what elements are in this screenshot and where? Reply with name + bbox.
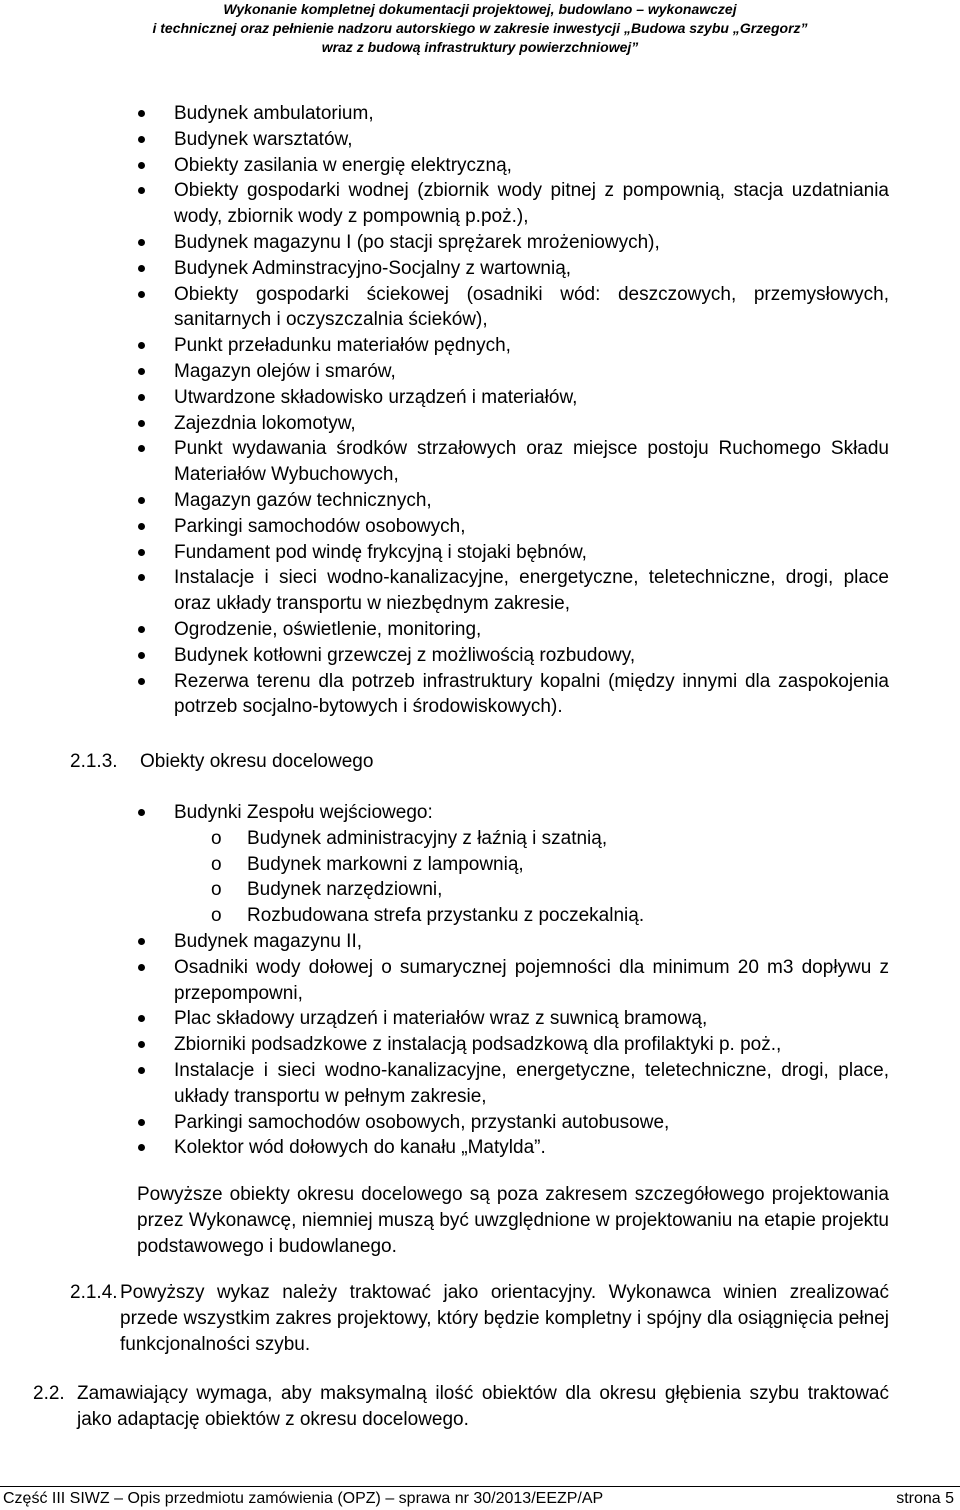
list-item-text: Zbiorniki podsadzkowe z instalacją podsadzkową dla profilaktyki p. poż.,: [174, 1034, 782, 1056]
list-item-text: Budynki Zespołu wejściowego:: [174, 802, 433, 823]
list-item: [137, 101, 889, 127]
circle-bullet-icon: o: [211, 853, 222, 875]
target-objects-bullet-list: [137, 800, 889, 1161]
list-item-text: Budynek Adminstracyjno-Socjalny z wartownią,: [174, 257, 572, 279]
section-number: 2.2.: [33, 1383, 65, 1404]
list-item: [137, 643, 889, 669]
page-number: strona 5: [896, 1490, 954, 1507]
bullet-icon: [138, 938, 145, 945]
circle-bullet-icon: o: [211, 905, 222, 927]
bullet-icon: [138, 445, 145, 452]
page-header: [0, 0, 960, 57]
sub-list-item: [174, 903, 889, 929]
list-item: [137, 1006, 889, 1032]
sub-list-item-text: Budynek administracyjny z łaźnią i szatnią,: [247, 827, 608, 849]
header-line-2: i technicznej oraz pełnienie nadzoru autorskiego w zakresie inwestycji „Budowa szybu „Grzegorz”: [152, 20, 808, 36]
bullet-icon: [138, 574, 145, 581]
list-item-text: Osadniki wody dołowej o sumarycznej pojemności dla minimum 20 m3 dopływu z przepompowni,: [174, 956, 889, 1004]
list-item-text: Magazyn gazów technicznych,: [174, 489, 432, 511]
objects-bullet-list: [137, 101, 889, 720]
list-item-text: Punkt wydawania środków strzałowych oraz miejsce postoju Ruchomego Składu Materiałów Wybuchowych,: [174, 438, 889, 486]
bullet-icon: [138, 497, 145, 504]
list-item: [137, 153, 889, 179]
section-text: Powyższy wykaz należy traktować jako orientacyjny. Wykonawca winien zrealizować przede wszystkim zakres projektowy, który będzie kompletny i spójny dla osiągnięcia pełnej funkcjonalności szybu.: [120, 1282, 889, 1355]
list-item: [137, 800, 889, 929]
section-number: 2.1.4.: [70, 1282, 118, 1303]
list-item-text: Budynek ambulatorium,: [174, 103, 374, 124]
list-item-text: Rezerwa terenu dla potrzeb infrastruktury kopalni (między innymi dla zaspokojenia potrzeb socjalno-bytowych i środowiskowych).: [174, 670, 889, 718]
list-item: [137, 359, 889, 385]
list-item-text: Magazyn olejów i smarów,: [174, 360, 396, 382]
section-number: 2.1.3.: [70, 751, 118, 772]
list-item: [137, 256, 889, 282]
section-text: Zamawiający wymaga, aby maksymalną ilość obiektów dla okresu głębienia szybu traktować jako adaptację obiektów z okresu docelowego.: [77, 1383, 889, 1430]
list-item-text: Ogrodzenie, oświetlenie, monitoring,: [174, 618, 482, 640]
list-item: [137, 929, 889, 955]
list-item-text: Kolektor wód dołowych do kanału „Matylda”.: [174, 1137, 546, 1159]
list-item-text: Plac składowy urządzeń i materiałów wraz z suwnicą bramową,: [174, 1008, 708, 1030]
list-item: [137, 617, 889, 643]
bullet-icon: [138, 342, 145, 349]
bullet-icon: [138, 523, 145, 530]
bullet-icon: [138, 265, 145, 272]
header-line-1: Wykonanie kompletnej dokumentacji projektowej, budowlano – wykonawczej: [223, 1, 737, 17]
list-item: [137, 411, 889, 437]
header-line-3: wraz z budową infrastruktury powierzchniowej”: [321, 39, 639, 55]
footer-document-title: Część III SIWZ – Opis przedmiotu zamówienia (OPZ) – sprawa nr 30/2013/EEZP/AP: [3, 1490, 604, 1507]
sub-list-item-text: Budynek narzędziowni,: [247, 879, 443, 901]
list-item-text: Budynek kotłowni grzewczej z możliwością rozbudowy,: [174, 644, 636, 666]
section-2-1-4: [70, 1280, 889, 1357]
bullet-icon: [138, 652, 145, 659]
list-item-text: Budynek warsztatów,: [174, 128, 353, 150]
sub-list-item: [174, 877, 889, 903]
sub-list-item-text: Rozbudowana strefa przystanku z poczekalnią.: [247, 905, 645, 927]
list-item-text: Zajezdnia lokomotyw,: [174, 412, 356, 434]
circle-bullet-icon: o: [211, 879, 222, 901]
list-item: [137, 514, 889, 540]
list-item: [137, 333, 889, 359]
bullet-icon: [138, 549, 145, 556]
bullet-icon: [138, 964, 145, 971]
list-item-text: Punkt przeładunku materiałów pędnych,: [174, 335, 511, 357]
list-item: [137, 488, 889, 514]
bullet-icon: [138, 187, 145, 194]
bullet-icon: [138, 1015, 145, 1022]
paragraph: Powyższe obiekty okresu docelowego są poza zakresem szczegółowego projektowania przez Wykonawcę, niemniej muszą być uwzględnione w projektowaniu na etapie projektu podstawowego i budowlanego.: [137, 1184, 889, 1257]
bullet-icon: [138, 368, 145, 375]
sub-list-item: [174, 826, 889, 852]
list-item-text: Fundament pod windę frykcyjną i stojaki bębnów,: [174, 541, 587, 563]
list-item: [137, 565, 889, 617]
bullet-icon: [138, 420, 145, 427]
list-item: [137, 1135, 889, 1161]
bullet-icon: [138, 291, 145, 298]
list-item-text: Parkingi samochodów osobowych,: [174, 515, 466, 537]
list-item-text: Obiekty zasilania w energię elektryczną,: [174, 154, 512, 176]
list-item: [137, 1058, 889, 1110]
bullet-icon: [138, 1119, 145, 1126]
bullet-icon: [138, 110, 145, 117]
sub-list-item: [174, 852, 889, 878]
list-item-text: Obiekty gospodarki wodnej (zbiornik wody pitnej z pompownią, stacja uzdatniania wody, zbiornik wody z pompownią p.poż.),: [174, 180, 889, 228]
list-item: [137, 540, 889, 566]
list-item: [137, 230, 889, 256]
list-item: [137, 669, 889, 721]
bullet-icon: [138, 809, 145, 816]
bullet-icon: [138, 626, 145, 633]
bullet-icon: [138, 1144, 145, 1151]
list-item-text: Budynek magazynu II,: [174, 930, 362, 952]
list-item: [137, 178, 889, 230]
bullet-icon: [138, 394, 145, 401]
list-item-text: Instalacje i sieci wodno-kanalizacyjne, energetyczne, teletechniczne, drogi, place oraz układy transportu w niezbędnym zakresie,: [174, 567, 889, 615]
list-item: [137, 282, 889, 334]
bullet-icon: [138, 678, 145, 685]
bullet-icon: [138, 1067, 145, 1074]
sub-list: [174, 826, 889, 929]
section-2-2: [33, 1381, 889, 1433]
list-item: [137, 1110, 889, 1136]
bullet-icon: [138, 239, 145, 246]
section-2-1-3-heading: [70, 749, 373, 775]
page-footer: [0, 1486, 960, 1510]
list-item: [137, 436, 889, 488]
list-item-text: Obiekty gospodarki ściekowej (osadniki wód: deszczowych, przemysłowych, sanitarnych i oczyszczalnia ścieków),: [174, 283, 889, 331]
list-item-text: Budynek magazynu I (po stacji sprężarek mrożeniowych),: [174, 231, 660, 253]
bullet-icon: [138, 136, 145, 143]
list-item-text: Parkingi samochodów osobowych, przystanki autobusowe,: [174, 1111, 670, 1133]
list-item-text: Instalacje i sieci wodno-kanalizacyjne, energetyczne, teletechniczne, drogi, place, układy transportu w pełnym zakresie,: [174, 1059, 889, 1107]
list-item: [137, 1032, 889, 1058]
list-item: [137, 955, 889, 1007]
sub-list-item-text: Budynek markowni z lampownią,: [247, 853, 524, 875]
footer-divider: [0, 1486, 960, 1487]
list-item-text: Utwardzone składowisko urządzeń i materiałów,: [174, 386, 578, 408]
bullet-icon: [138, 162, 145, 169]
section-title: Obiekty okresu docelowego: [140, 751, 374, 772]
bullet-icon: [138, 1041, 145, 1048]
circle-bullet-icon: o: [211, 827, 222, 849]
list-item: [137, 127, 889, 153]
list-item: [137, 385, 889, 411]
